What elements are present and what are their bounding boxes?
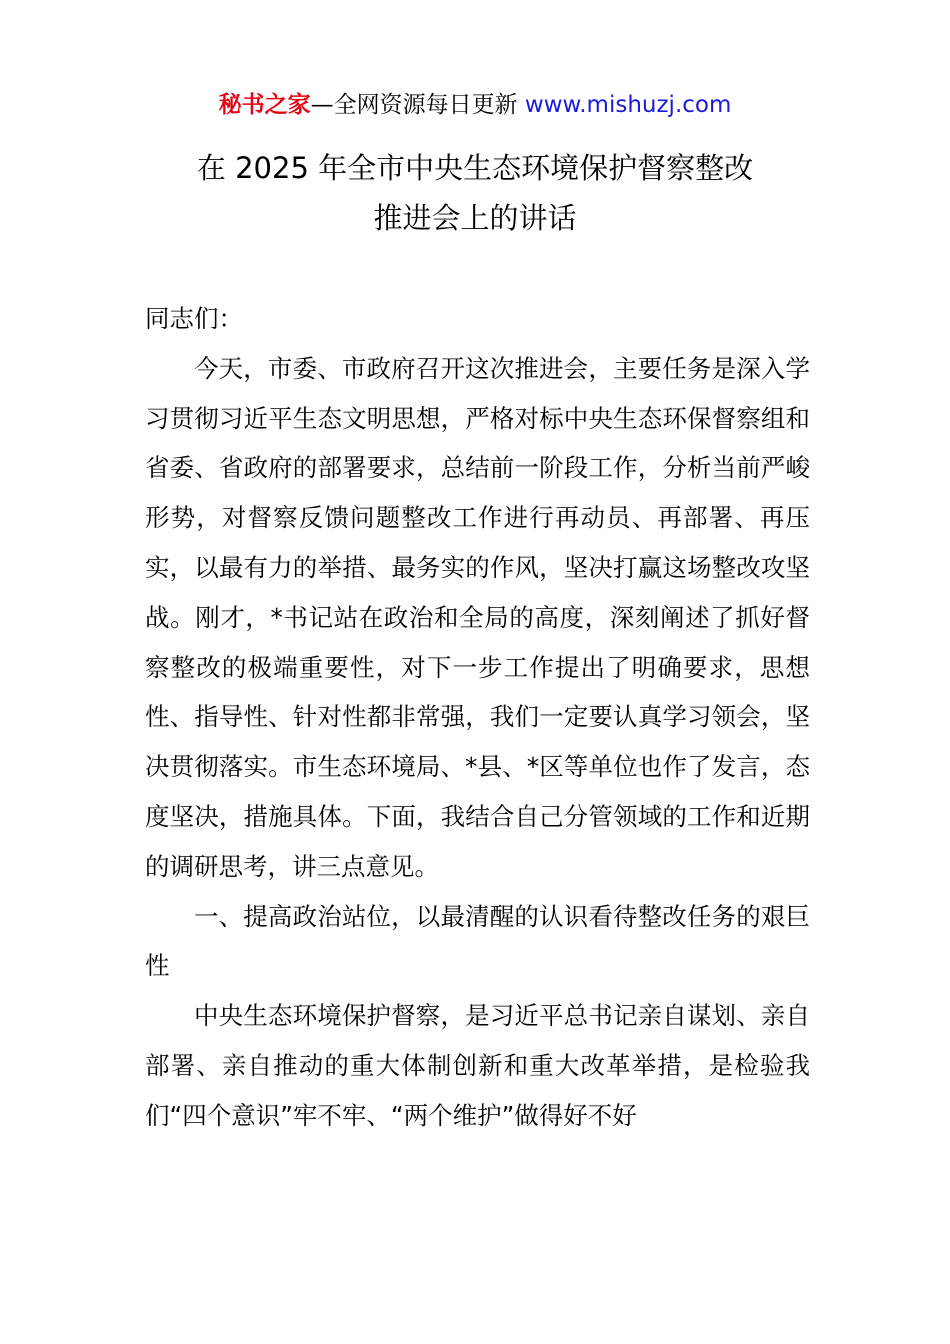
body-paragraph-2: 中央生态环境保护督察，是习近平总书记亲自谋划、亲自部署、亲自推动的重大体制创新和重大改革举措，是检验我们“四个意识”牢不牢、“两个维护”做得好不好 — [145, 1001, 810, 1130]
document-title-line-1: 在 2025 年全市中央生态环境保护督察整改 — [196, 151, 754, 185]
site-header — [0, 88, 950, 122]
body-paragraph-1: 今天，市委、市政府召开这次推进会，主要任务是深入学习贯彻习近平生态文明思想，严格对标中央生态环保督察组和省委、省政府的部署要求，总结前一阶段工作，分析当前严峻形势，对督察反馈问题整改工作进行再动员、再部署、再压实，以最有力的举措、最务实的作风，坚决打赢这场整改攻坚战。刚才，*书记站在政治和全局的高度，深刻阐述了抓好督察整改的极端重要性，对下一步工作提出了明确要求，思想性、指导性、针对性都非常强，我们一定要认真学习领会，坚决贯彻落实。市生态环境局、*县、*区等单位也作了发言，态度坚决，措施具体。下面，我结合自己分管领域的工作和近期的调研思考，讲三点意见。 — [145, 353, 810, 881]
salutation: 同志们： — [145, 304, 243, 333]
document-body — [145, 294, 810, 1141]
document-title-line-2: 推进会上的讲话 — [373, 201, 577, 235]
section-1-heading: 一、提高政治站位，以最清醒的认识看待整改任务的艰巨性 — [145, 901, 810, 981]
header-tagline: —全网资源每日更新 — [310, 92, 525, 118]
site-url-link[interactable]: www.mishuzj.com — [524, 92, 732, 118]
brand-name: 秘书之家 — [218, 92, 311, 118]
